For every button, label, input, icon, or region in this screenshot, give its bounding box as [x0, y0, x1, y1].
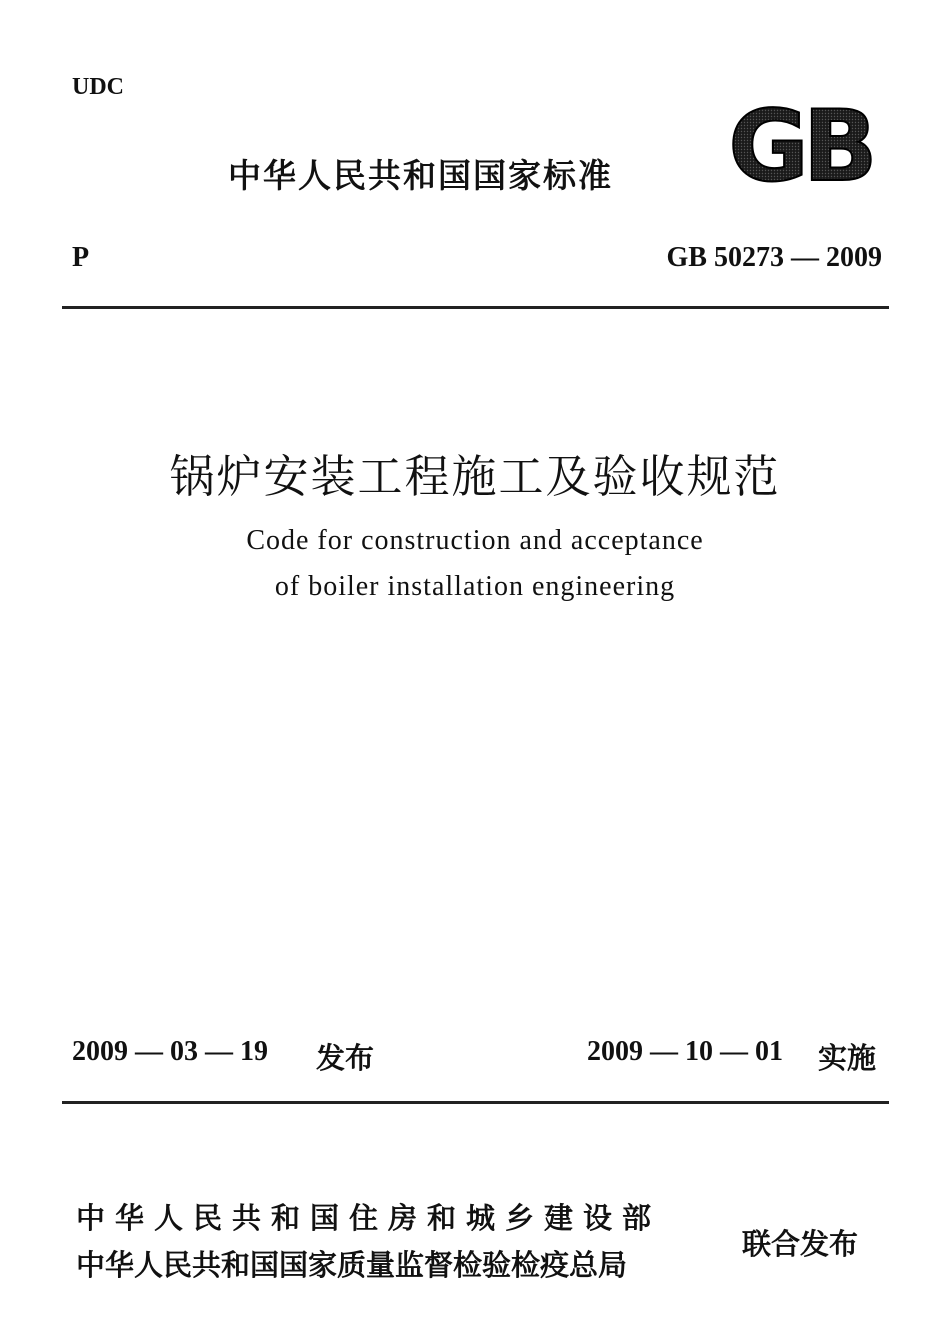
- top-divider: [62, 306, 889, 309]
- implementation-date: 2009 — 10 — 01: [587, 1036, 783, 1067]
- gb-logo-text: GB: [728, 100, 872, 190]
- title-english-line1: Code for construction and acceptance: [246, 525, 704, 556]
- issuer-ministry-housing: 中华人民共和国住房和城乡建设部: [76, 1201, 662, 1235]
- bottom-divider: [62, 1101, 889, 1104]
- issuer-aqsiq: 中华人民共和国国家质量监督检验检疫总局: [76, 1248, 628, 1282]
- standard-number: GB 50273 — 2009: [666, 242, 882, 273]
- national-standard-heading: 中华人民共和国国家标准: [228, 156, 613, 195]
- implementation-label: 实施: [818, 1041, 877, 1075]
- gb-logo: [716, 100, 884, 190]
- joint-issue-label: 联合发布: [742, 1227, 859, 1261]
- title-chinese: 锅炉安装工程施工及验收规范: [169, 450, 781, 503]
- issue-date: 2009 — 03 — 19: [72, 1036, 268, 1067]
- title-english-line2: of boiler installation engineering: [274, 571, 676, 602]
- udc-label: UDC: [72, 74, 124, 100]
- issue-label: 发布: [316, 1041, 375, 1075]
- classification-code: P: [72, 242, 90, 273]
